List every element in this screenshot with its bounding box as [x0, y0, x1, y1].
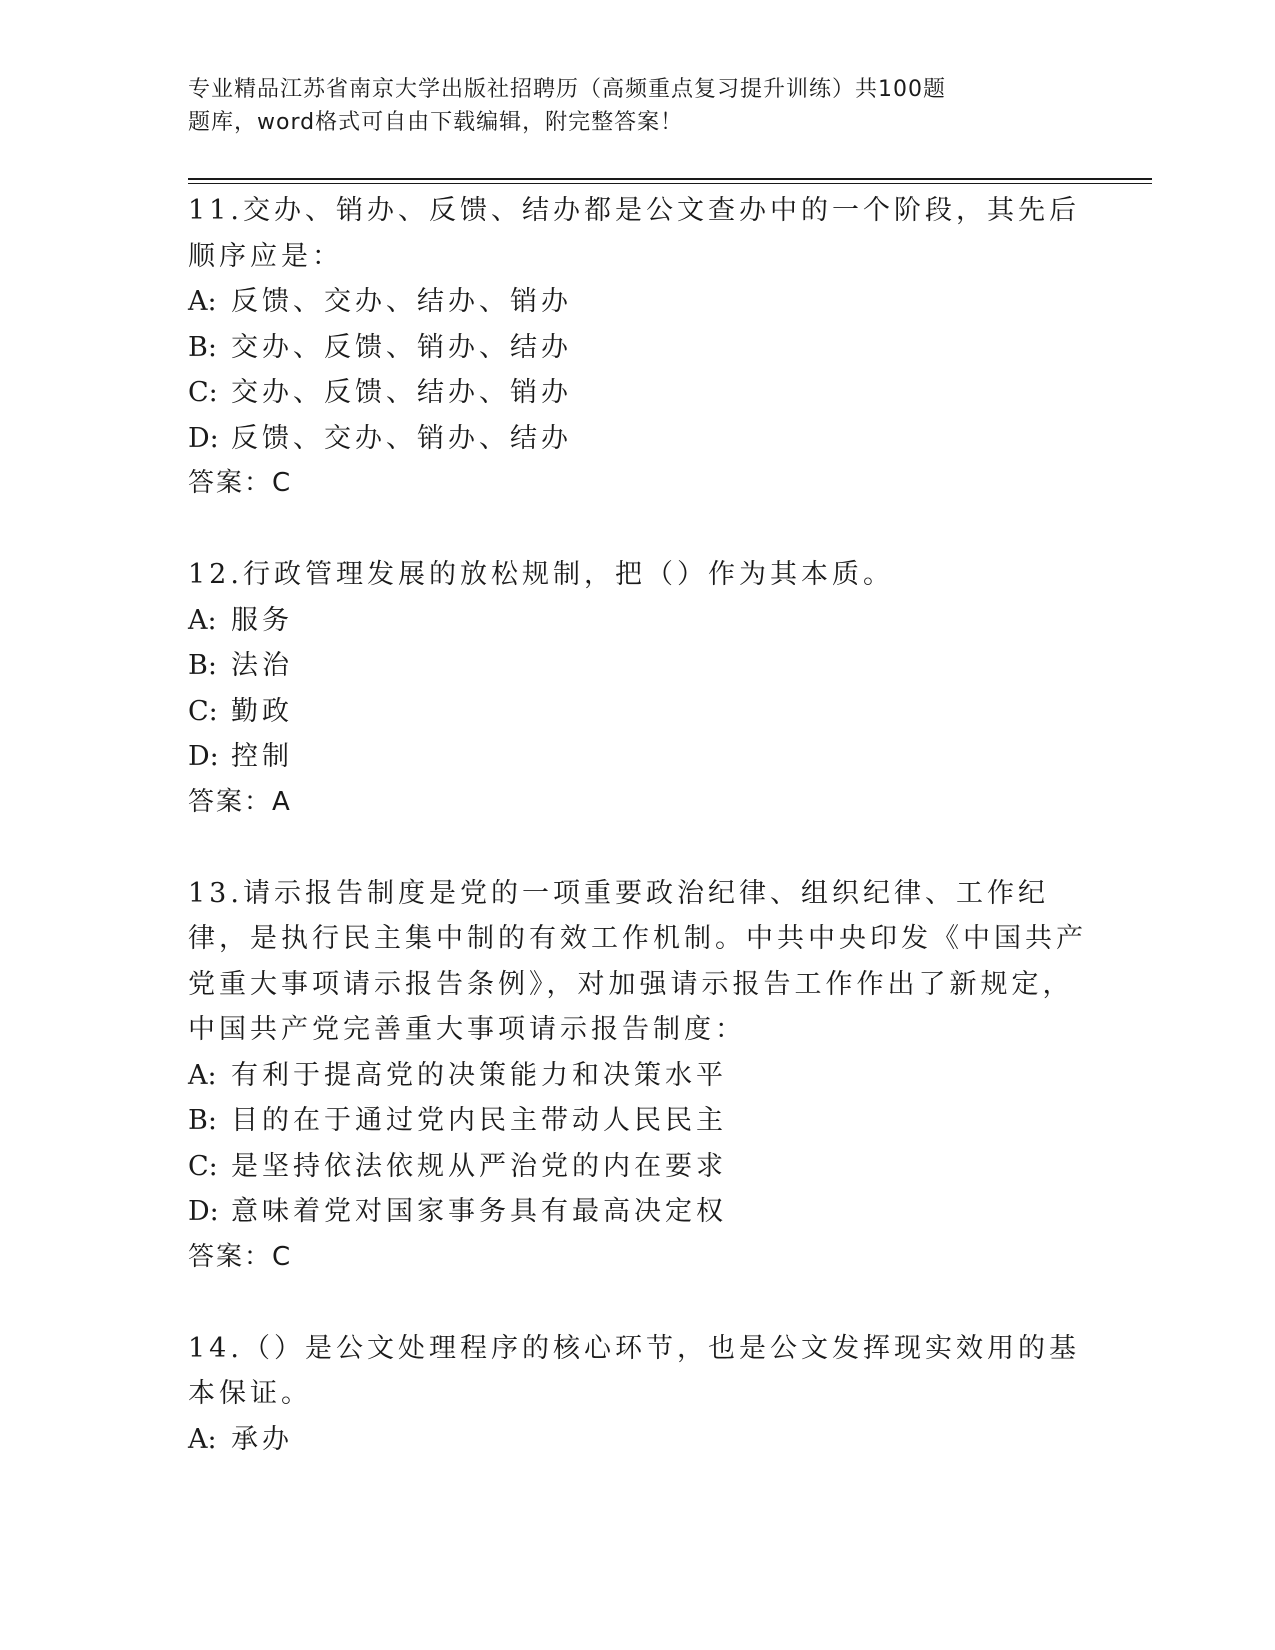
question-13 [188, 871, 1088, 1281]
option-d [188, 1189, 1088, 1235]
option-text: 反馈、交办、结办、销办 [231, 286, 572, 317]
answer-line: 答案：A [188, 786, 292, 817]
option-text: 勤政 [231, 695, 293, 727]
option-text: 反馈、交办、销办、结办 [231, 422, 572, 454]
header-divider-thick [188, 178, 1152, 180]
question-12 [188, 552, 1088, 825]
option-text: 目的在于通过党内民主带动人民民主 [231, 1105, 727, 1136]
question-14 [188, 1326, 1088, 1463]
option-key: B: [188, 331, 217, 363]
option-text: 服务 [231, 604, 293, 636]
option-key: B: [188, 1105, 217, 1136]
option-key: D: [188, 1196, 219, 1227]
document-header [188, 73, 1068, 139]
option-a [188, 279, 1088, 325]
option-key: B: [188, 650, 217, 681]
option-key: D: [188, 741, 219, 772]
option-text: 交办、反馈、结办、销办 [231, 377, 572, 408]
option-key: A: [188, 1423, 217, 1455]
option-b [188, 1098, 1088, 1144]
option-key: A: [188, 604, 217, 636]
option-b [188, 643, 1088, 689]
option-key: C: [188, 1150, 218, 1182]
option-c [188, 1144, 1088, 1190]
option-d [188, 734, 1088, 780]
option-text: 承办 [231, 1423, 293, 1455]
option-text: 法治 [231, 650, 293, 681]
question-stem: 12.行政管理发展的放松规制，把（）作为其本质。 [188, 559, 894, 590]
question-stem: 14.（）是公文处理程序的核心环节，也是公文发挥现实效用的基本保证。 [188, 1332, 1080, 1409]
option-key: A: [188, 1059, 217, 1091]
option-text: 交办、反馈、销办、结办 [231, 331, 572, 363]
option-text: 意味着党对国家事务具有最高决定权 [231, 1196, 727, 1227]
question-stem: 11.交办、销办、反馈、结办都是公文查办中的一个阶段，其先后顺序应是： [188, 195, 1080, 272]
header-line-1: 专业精品江苏省南京大学出版社招聘历（高频重点复习提升训练）共100题 [188, 77, 946, 102]
header-line-2: 题库，word格式可自由下载编辑，附完整答案！ [188, 110, 684, 135]
option-key: C: [188, 695, 218, 727]
option-key: A: [188, 286, 217, 317]
option-text: 控制 [231, 741, 293, 772]
header-divider-thin [188, 183, 1152, 184]
option-c [188, 689, 1088, 735]
option-a [188, 1417, 1088, 1463]
option-text: 有利于提高党的决策能力和决策水平 [231, 1059, 727, 1091]
option-key: C: [188, 377, 218, 408]
answer-line: 答案：C [188, 468, 293, 498]
option-b [188, 325, 1088, 371]
option-text: 是坚持依法依规从严治党的内在要求 [231, 1150, 727, 1182]
option-key: D: [188, 422, 219, 454]
option-a [188, 1053, 1088, 1099]
option-a [188, 598, 1088, 644]
question-stem: 13.请示报告制度是党的一项重要政治纪律、组织纪律、工作纪律，是执行民主集中制的有效工作机制。中共中央印发《中国共产党重大事项请示报告条例》，对加强请示报告工作作出了新规定，中国共产党完善重大事项请示报告制度： [188, 877, 1087, 1045]
option-c [188, 370, 1088, 416]
question-list [188, 188, 1088, 1508]
answer-line: 答案：C [188, 1241, 293, 1272]
option-d [188, 416, 1088, 462]
question-11 [188, 188, 1088, 507]
